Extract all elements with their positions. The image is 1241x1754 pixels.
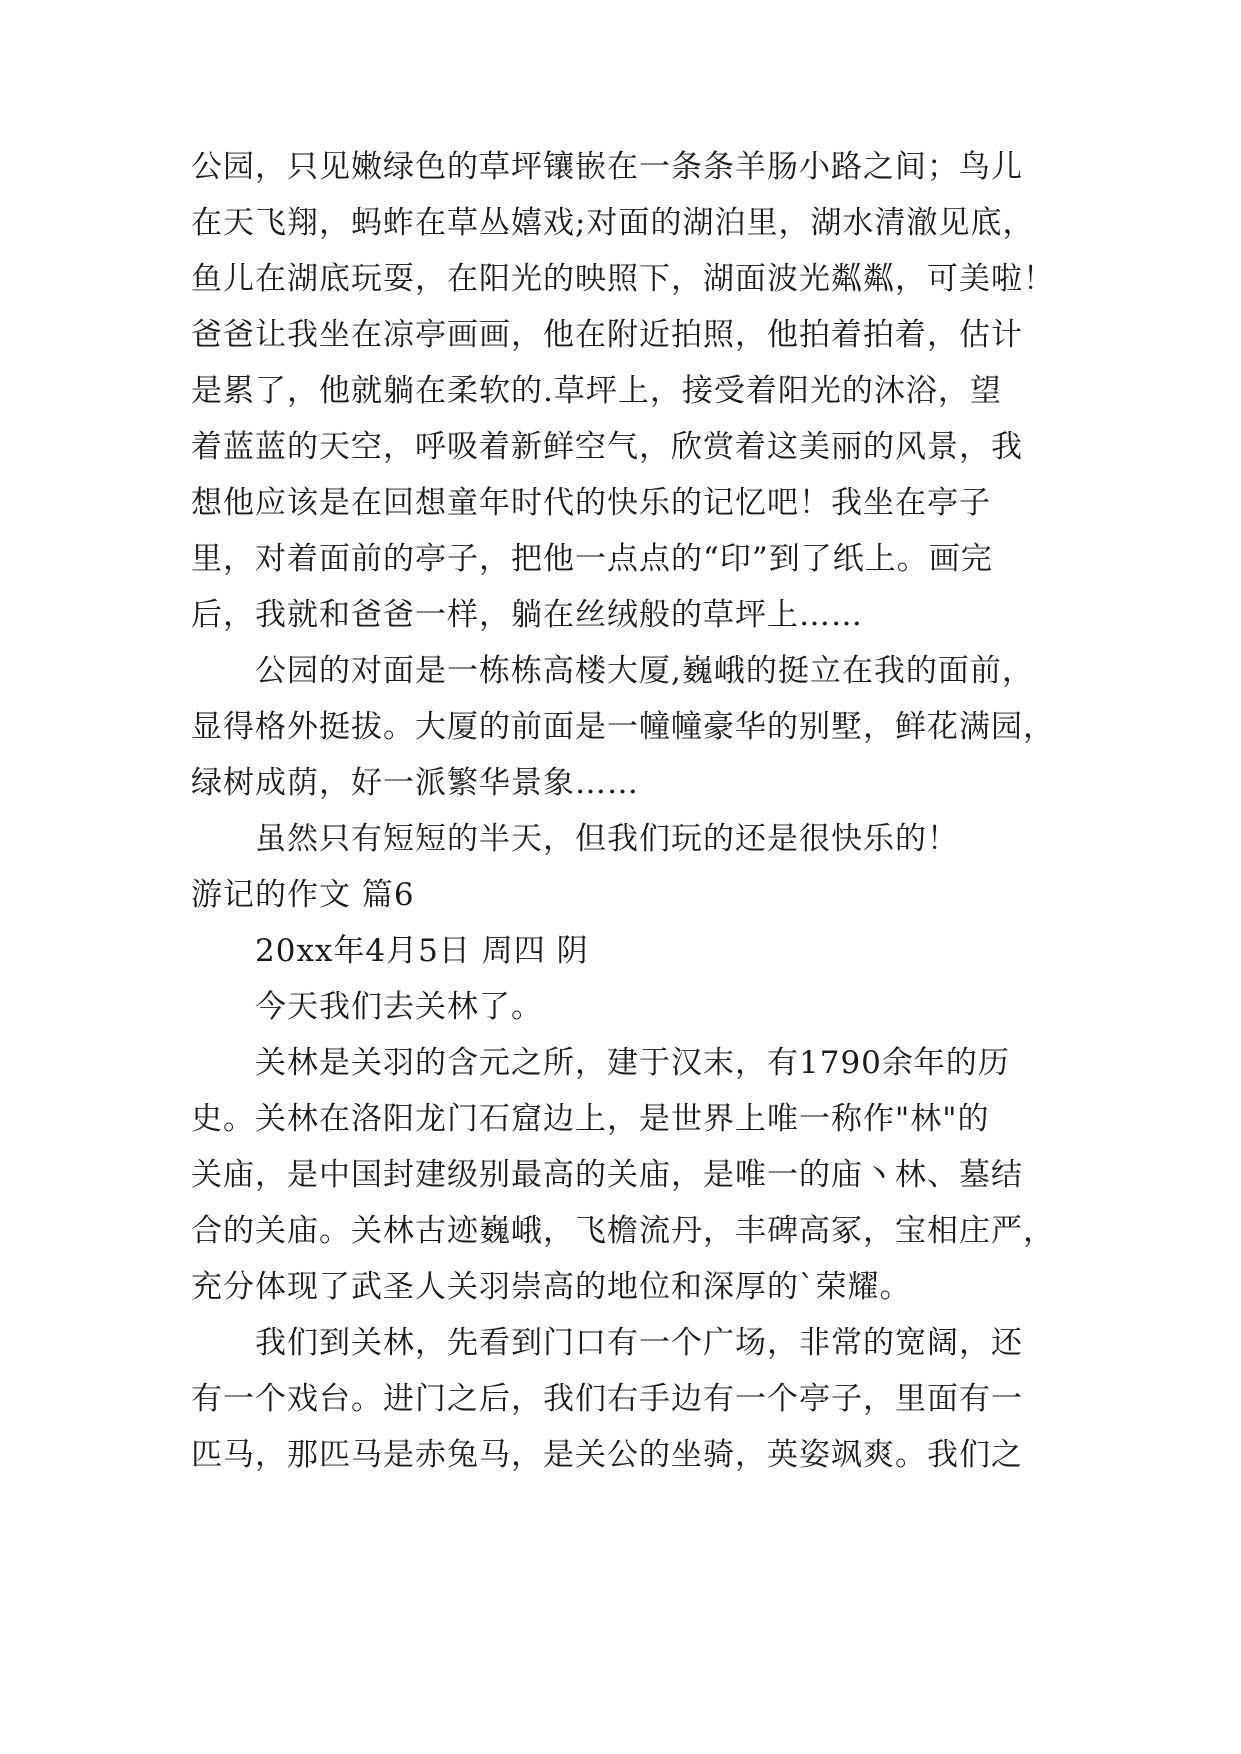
section-title: 游记的作文 篇6 [191,877,415,913]
text-line: 想他应该是在回想童年时代的快乐的记忆吧！我坐在亭子 [191,485,991,521]
text-line: 爸爸让我坐在凉亭画画，他在附近拍照，他拍着拍着，估计 [191,317,1023,353]
text-line: 史。关林在洛阳龙门石窟边上，是世界上唯一称作"林"的 [191,1101,990,1137]
text-line: 里，对着面前的亭子，把他一点点的“印”到了纸上。画完 [191,541,993,577]
paragraph-start: 我们到关林，先看到门口有一个广场，非常的宽阔，还 [255,1325,1023,1361]
text-line: 在天飞翔，蚂蚱在草丛嬉戏;对面的湖泊里，湖水清澈见底， [191,205,1035,241]
text-line: 合的关庙。关林古迹巍峨，飞檐流丹，丰碑高冢，宝相庄严， [191,1213,1055,1249]
paragraph-start: 今天我们去关林了。 [255,989,543,1025]
text-line: 鱼儿在湖底玩耍，在阳光的映照下，湖面波光粼粼，可美啦！ [191,261,1055,297]
text-line: 关庙，是中国封建级别最高的关庙，是唯一的庙丶林、墓结 [191,1157,1023,1193]
text-line: 着蓝蓝的天空，呼吸着新鲜空气，欣赏着这美丽的风景，我 [191,429,1023,465]
text-line: 绿树成荫，好一派繁华景象…… [191,765,639,801]
text-line: 是累了，他就躺在柔软的.草坪上，接受着阳光的沐浴，望 [191,373,1002,409]
text-line: 匹马，那匹马是赤兔马，是关公的坐骑，英姿飒爽。我们之 [191,1437,1023,1473]
text-line: 显得格外挺拔。大厦的前面是一幢幢豪华的别墅，鲜花满园， [191,709,1055,745]
text-line: 有一个戏台。进门之后，我们右手边有一个亭子，里面有一 [191,1381,1023,1417]
paragraph-start: 关林是关羽的含元之所，建于汉末，有1790余年的历 [255,1045,1010,1081]
date-line: 20xx年4月5日 周四 阴 [255,933,589,969]
paragraph-start: 公园的对面是一栋栋高楼大厦,巍峨的挺立在我的面前， [255,653,1034,689]
text-line: 充分体现了武圣人关羽崇高的地位和深厚的`荣耀。 [191,1269,912,1305]
paragraph-start: 虽然只有短短的半天，但我们玩的还是很快乐的！ [255,821,959,857]
text-line: 后，我就和爸爸一样，躺在丝绒般的草坪上…… [191,597,863,633]
text-line: 公园，只见嫩绿色的草坪镶嵌在一条条羊肠小路之间；鸟儿 [191,149,1023,185]
